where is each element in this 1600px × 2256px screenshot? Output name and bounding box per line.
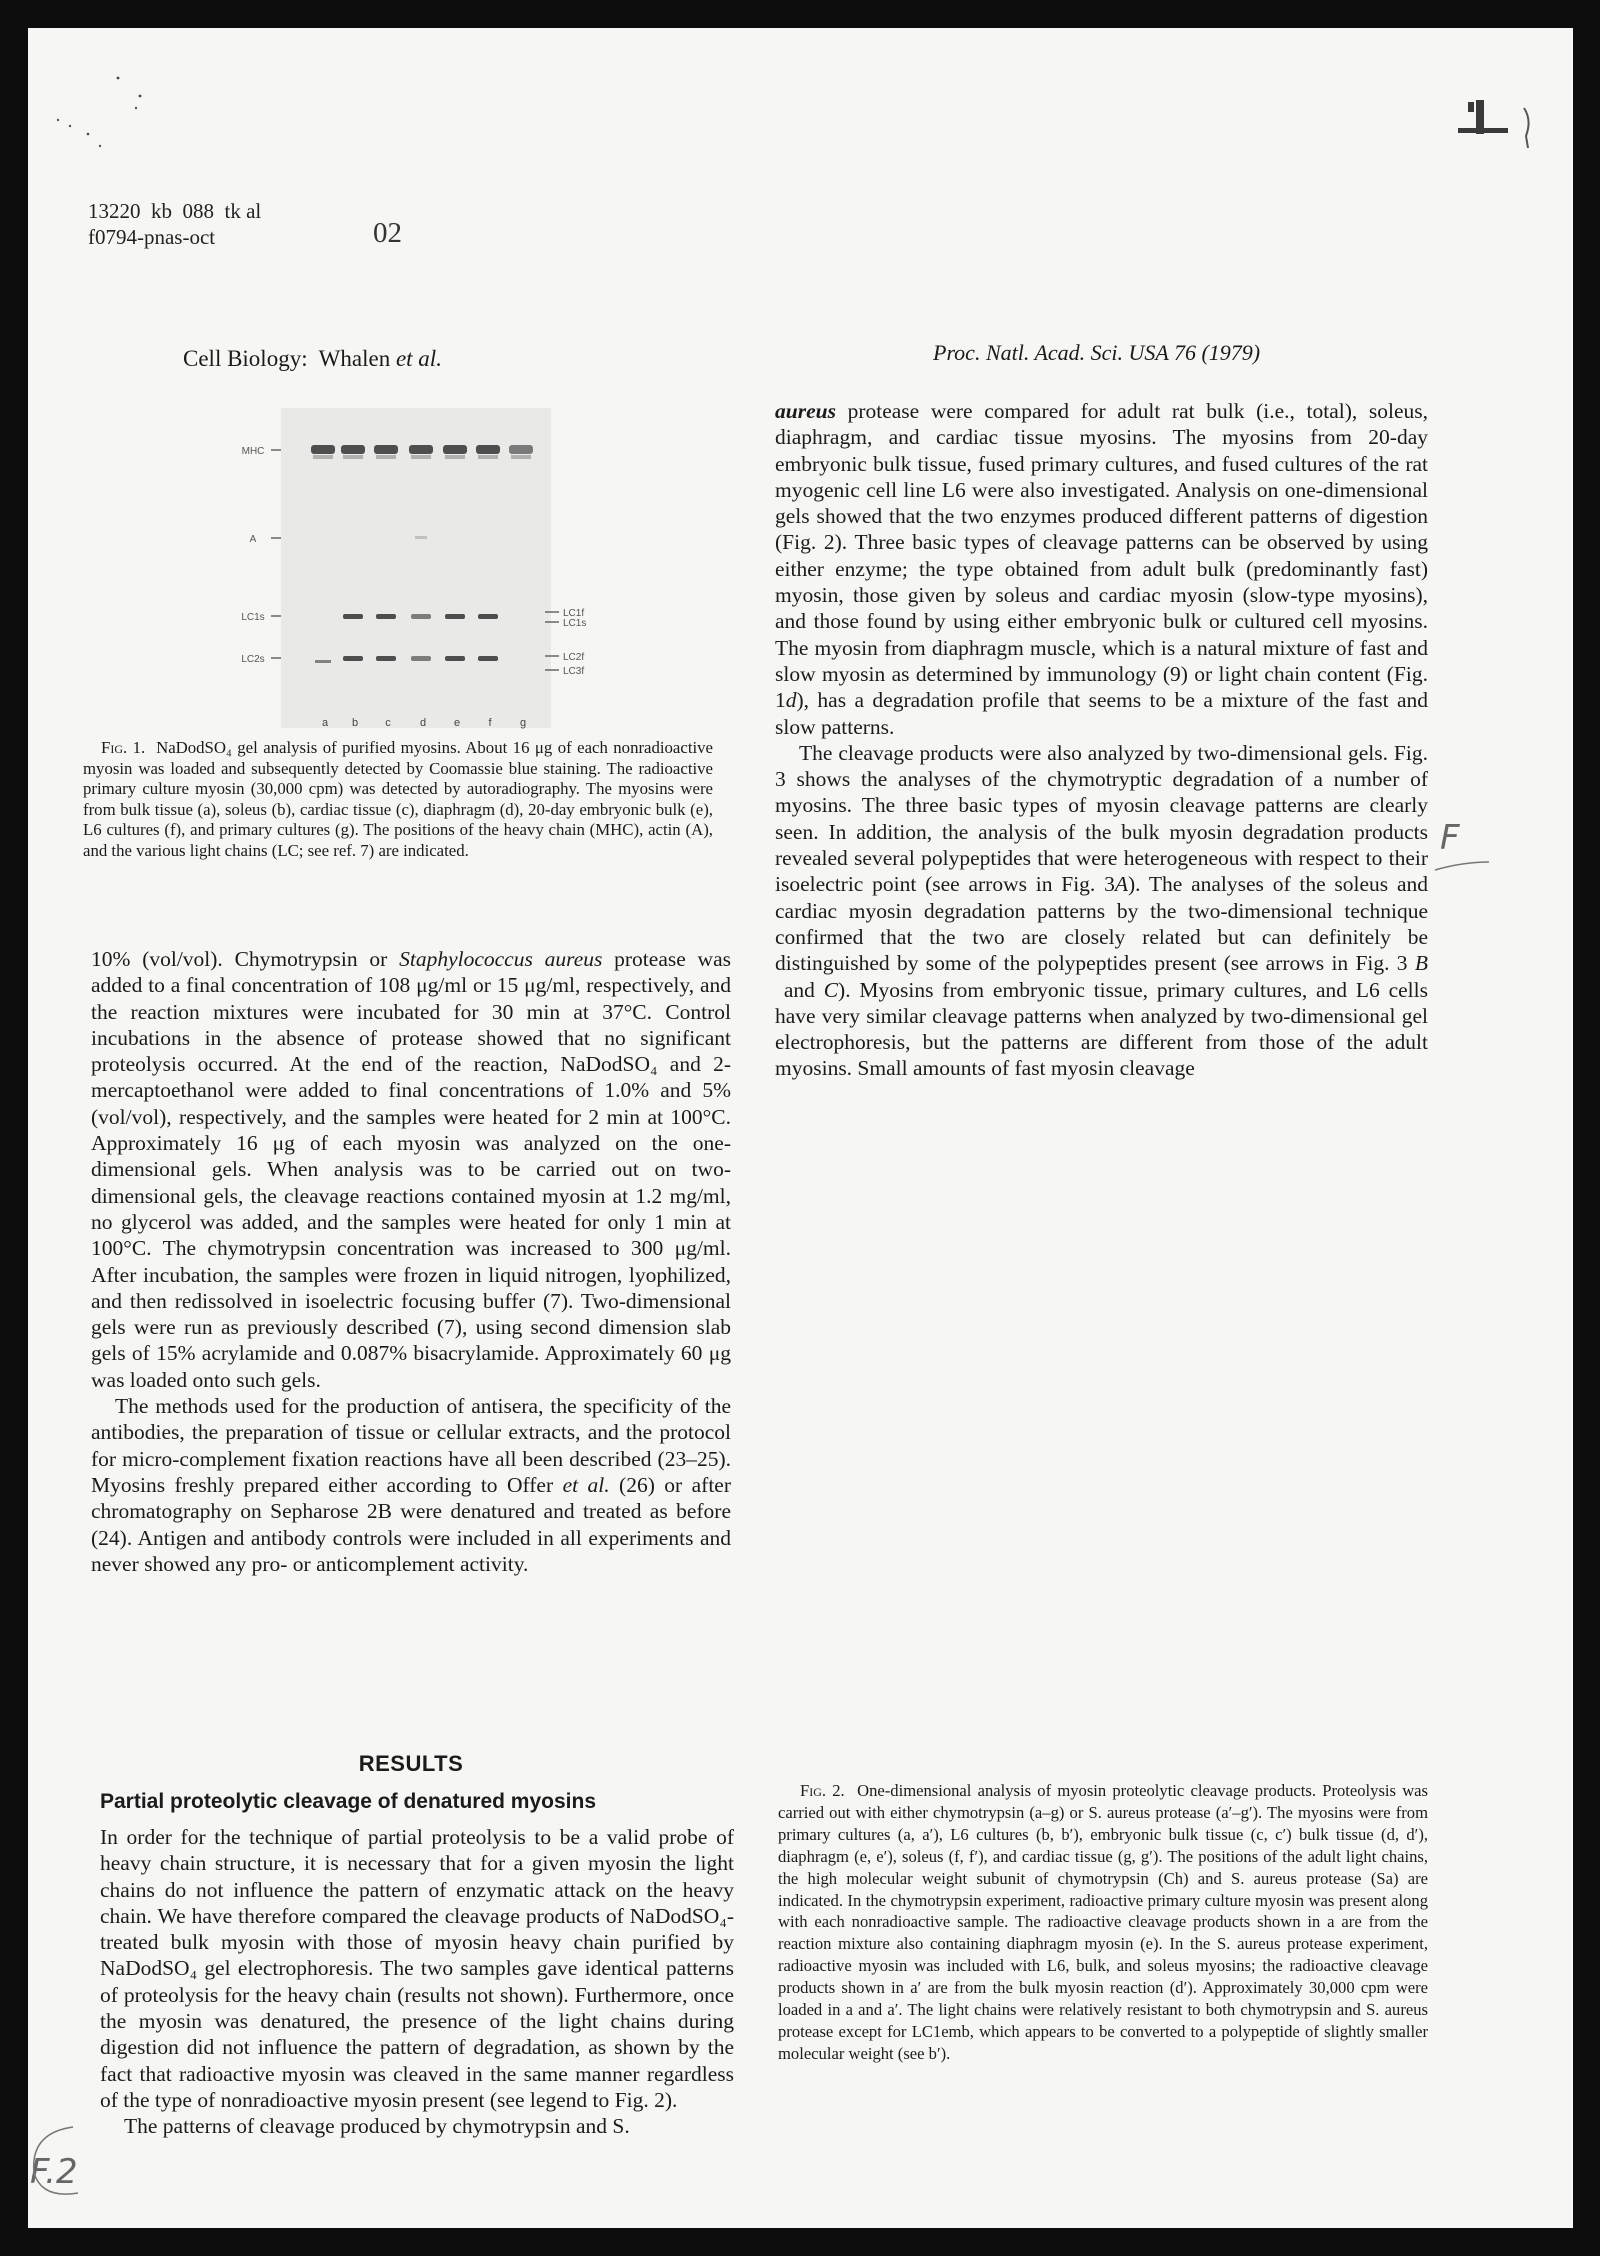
gel-band-mhc-shadow (511, 455, 531, 459)
gel-row-label: MHC (241, 446, 265, 457)
running-head-right: Proc. Natl. Acad. Sci. USA 76 (1979) (933, 340, 1261, 365)
text-run: 10% (vol/vol). Chymotrypsin or (91, 947, 400, 971)
gel-lane-label: b (351, 717, 359, 729)
text-run: A (1114, 872, 1128, 897)
gel-band-mhc-shadow (343, 455, 363, 459)
text-run: C (823, 977, 839, 1002)
margin-note-left: F.2 (30, 2152, 78, 2192)
figure-1-label: Fig. 1. (101, 738, 146, 757)
results-heading: RESULTS (358, 1751, 464, 1776)
gel-right-label: LC1f (563, 608, 585, 619)
gel-band-mhc-shadow (313, 455, 333, 459)
text-run: ). Myosins from embryonic tissue, primary cultures, and L6 cells have very similar cleavage patterns when analyzed by two-dimensional gel electrophoresis, but the patterns are different from those of the adult myosins. Small amounts of fast myosin cleavage (775, 977, 1428, 1081)
section-subheading: Partial proteolytic cleavage of denatured myosins (100, 1790, 596, 1813)
paragraph: In order for the technique of partial proteolysis to be a valid probe of heavy chain structure, it is necessary that for a given myosin the light chains do not influence the pattern of enzymatic attack on the heavy chain. We have therefore compared the cleavage products of NaDodSO₄-treated bulk myosin with those of myosin heavy chain purified by NaDodSO₄ gel electrophoresis. The two samples gave identical patterns of proteolysis for the heavy chain (results not shown). Furthermore, once the myosin was denatured, the presence of the light chains during digestion did not influence the pattern of degradation, as shown by the fact that radioactive myosin was cleaved in the same manner regardless of the type of nonradioactive myosin present (see legend to Fig. 2). (100, 1825, 734, 2112)
figure-2-label: Fig. 2. (800, 1781, 845, 1800)
gel-band-lc2 (343, 656, 363, 661)
gel-band-mhc-shadow (376, 455, 396, 459)
stamp-line-2: f0794-pnas-oct (88, 225, 216, 249)
gel-band-mhc-shadow (445, 455, 465, 459)
gel-row-label: LC1s (241, 612, 265, 623)
stamp-page-code: 02 (373, 217, 402, 249)
gel-lane-label: a (321, 717, 329, 729)
running-head-etal: et al. (395, 346, 442, 371)
gel-band-mhc (509, 445, 533, 454)
figure-1-caption (83, 738, 713, 862)
paragraph (775, 398, 1428, 740)
document-page (28, 28, 1573, 2228)
gel-band-lc2 (411, 656, 431, 661)
running-head-left (183, 346, 442, 372)
gel-lane-label: d (419, 717, 427, 729)
gel-band-lc1 (445, 614, 465, 619)
figure-2-caption-text: One-dimensional analysis of myosin proteolytic cleavage products. Proteolysis was carried out with either chymotrypsin (a–g) or S. aureus protease (a′–g′). The myosins were from primary cultures (a, a′), L6 cultures (b, b′), embryonic bulk tissue (c, c′) bulk tissue (d, d′), diaphragm (e, e′), soleus (f, f′), and cardiac tissue (g, g′). The positions of the adult light chains, the high molecular weight subunit of chymotrypsin (Ch) and S. aureus protease (Sa) are indicated. In the chymotrypsin experiment, radioactive primary culture myosin was present along with each nonradioactive sample. The radioactive cleavage products shown in a are from the reaction mixture also containing diaphragm myosin (e). In the S. aureus protease experiment, radioactive myosin was included with L6, bulk, and soleus myosins; the radioactive cleavage products shown in a′ are from the bulk myosin reaction (d′). Approximately 30,000 cpm were loaded in a and a′. The light chains were relatively resistant to both chymotrypsin and S. aureus protease except for LC1emb, which appears to be converted to a polypeptide of slightly smaller molecular weight (see b′). (778, 1781, 1428, 2063)
figure-2-caption (778, 1780, 1428, 2065)
gel-right-label: LC3f (563, 666, 585, 677)
margin-note-circle (28, 2123, 88, 2203)
gel-band-mhc (443, 445, 467, 454)
margin-note-stroke (1433, 858, 1493, 878)
paragraph (91, 946, 731, 1393)
gel-band-mhc (409, 445, 433, 454)
right-column (775, 398, 1428, 1082)
clip-mark (1428, 88, 1548, 168)
gel-band-mhc (311, 445, 335, 454)
margin-note-right: F (1440, 818, 1460, 858)
gel-band-lc2 (315, 660, 331, 663)
gel-right-label: LC1s (563, 618, 587, 629)
figure-1-gel (223, 408, 603, 748)
left-column-results (100, 1824, 734, 2140)
gel-band-lc2 (478, 656, 498, 661)
paragraph (91, 1393, 731, 1577)
figure-1-caption-text: NaDodSO₄ gel analysis of purified myosins. About 16 μg of each nonradioactive myosin was loaded and subsequently detected by Coomassie blue staining. The radioactive primary culture myosin (30,000 cpm) was detected by autoradiography. The myosins were from bulk tissue (a), soleus (b), cardiac tissue (c), diaphragm (d), 20-day embryonic bulk (e), L6 cultures (f), and primary cultures (g). The positions of the heavy chain (MHC), actin (A), and the various light chains (LC; see ref. 7) are indicated. (83, 738, 713, 860)
gel-band-lc2 (445, 656, 465, 661)
gel-row-label: LC2s (241, 654, 265, 665)
text-run: protease was added to a final concentration of 108 μg/ml or 15 μg/ml, respectively, and the reaction mixtures were incubated for 30 min at 37°C. Control incubations in the absence of protease showed that no significant proteolysis occurred. At the end of the reaction, NaDodSO₄ and 2-mercaptoethanol were added to final concentrations of 1.0% and 5% (vol/vol), respectively, and the samples were heated for 2 min at 100°C. Approximately 16 μg of each myosin was analyzed on the one-dimensional gels. When analysis was to be carried out on two-dimensional gels, the cleavage reactions contained myosin at 1.2 mg/ml, no glycerol was added, and the samples were heated for only 1 min at 100°C. The chymotrypsin concentration was increased to 300 μg/ml. After incubation, the samples were frozen in liquid nitrogen, lyophilized, and then redissolved in isoelectric focusing buffer (7). Two-dimensional gels were run as previously described (7), using second dimension slab gels of 15% acrylamide and 0.087% bisacrylamide. Approximately 60 μg was loaded onto such gels. (91, 947, 731, 1392)
gel-band-lc1 (343, 614, 363, 619)
gel-band-actin (415, 536, 427, 539)
etal: et al. (562, 1472, 610, 1497)
scan-specks (48, 68, 158, 148)
stamp-line-1: 13220 kb 088 tk al (88, 199, 262, 223)
gel-lane-label: g (519, 717, 527, 729)
text-run: ), has a degradation profile that seems to be a mixture of the fast and slow patterns. (775, 688, 1428, 739)
text-run: ). The analyses of the soleus and cardiac myosin degradation patterns by the two-dimensional technique confirmed that the two are closely related but can definitely be distinguished by some of the polypeptides present (see arrows in Fig. 3 (775, 872, 1428, 976)
paragraph (775, 740, 1428, 1082)
text-run: (26) or after chromatography on Sepharose 2B were denatured and treated as before (24). Antigen and antibody controls were included in all experiments and never showed any pro- or anticomplement activity. (91, 1472, 731, 1576)
gel-band-lc2 (376, 656, 396, 661)
gel-lane-label: f (488, 717, 492, 729)
gel-band-lc1 (376, 614, 396, 619)
text-run: The methods used for the production of antisera, the specificity of the antibodies, the preparation of tissue or cellular extracts, and the protocol for micro-complement fixation reactions have all been described (23–25). Myosins freshly prepared either according to Offer (91, 1394, 731, 1497)
text-run: and (775, 977, 824, 1002)
species-name: Staphylococcus aureus (399, 947, 603, 971)
text-run: B (1414, 951, 1428, 976)
paragraph: The patterns of cleavage produced by chymotrypsin and S. (124, 2114, 630, 2139)
text-run: The cleavage products were also analyzed by two-dimensional gels. Fig. 3 shows the analyses of the chymotryptic degradation of a number of myosins. The three basic types of myosin cleavage patterns are clearly seen. In addition, the analysis of the bulk myosin degradation products revealed several polypeptides that were heterogeneous with respect to their isoelectric point (see arrows in Fig. 3 (775, 740, 1428, 897)
gel-band-mhc-shadow (478, 455, 498, 459)
gel-row-label: A (249, 534, 257, 545)
species-name: aureus (775, 399, 836, 423)
gel-band-mhc (476, 445, 500, 454)
typesetting-stamp (88, 198, 408, 250)
left-column (91, 946, 731, 1577)
gel-band-mhc (341, 445, 365, 454)
text-run: d (785, 688, 797, 713)
gel-lane-label: e (453, 717, 461, 729)
gel-band-mhc-shadow (411, 455, 431, 459)
gel-band-lc1 (478, 614, 498, 619)
gel-lane-label: c (385, 717, 391, 729)
gel-band-mhc (374, 445, 398, 454)
gel-band-lc1 (411, 614, 431, 619)
running-head-author: Cell Biology: Whalen (183, 346, 396, 371)
gel-right-label: LC2f (563, 652, 585, 663)
text-run: protease were compared for adult rat bulk (i.e., total), soleus, diaphragm, and cardiac tissue myosins. The myosins from 20-day embryonic bulk tissue, fused primary cultures, and fused cultures of the rat myogenic cell line L6 were also investigated. Analysis on one-dimensional gels showed that the two enzymes produced different patterns of digestion (Fig. 2). Three basic types of cleavage patterns can be observed by using either enzyme; the type obtained from adult bulk (predominantly fast) myosin, those given by soleus and cardiac myosin (slow-type myosins), and those found by using either embryonic bulk or cultured cell myosins. The myosin from diaphragm muscle, which is a natural mixture of fast and slow myosin as determined by immunology (9) or light chain content (Fig. 1 (775, 399, 1428, 713)
